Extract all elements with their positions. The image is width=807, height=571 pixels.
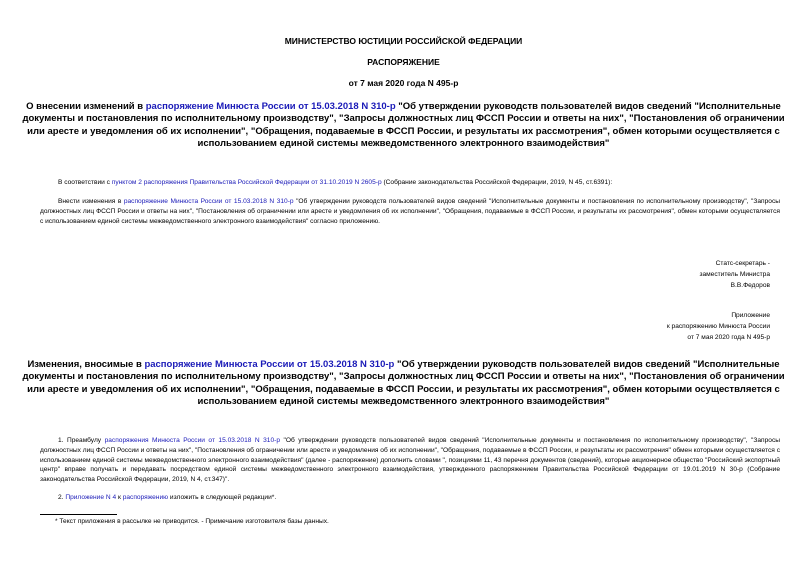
ministry-heading: МИНИСТЕРСТВО ЮСТИЦИИ РОССИЙСКОЙ ФЕДЕРАЦИИ xyxy=(284,36,523,46)
item-1 xyxy=(40,436,780,485)
paragraph-basis xyxy=(40,178,780,188)
item2-link-appendix-4[interactable]: Приложение N 4 xyxy=(65,494,117,501)
title-link-order-310[interactable]: распоряжение Минюста России от 15.03.2018 N 310-р xyxy=(145,101,396,112)
item1-link-order-310[interactable]: распоряжения Минюста России от 15.03.2018 N 310-р xyxy=(104,437,281,444)
item2-middle: к xyxy=(116,494,123,501)
title-suffix: "Об утверждении руководств пользователей видов сведений "Исполнительные документы и постановления по исполнительному производству", "Запросы должностных лиц ФССП России и ответы на них", "Постановления об ограничении или аресте и уведомления об их исполнении", "Обращения, подаваемые в ФССП России, и результаты их рассмотрения", обмен которыми осуществляется с использованием единой системы межведомственного электронного взаимодействия" xyxy=(22,101,785,149)
item2-prefix: 2. xyxy=(58,494,66,501)
para1-suffix: (Собрание законодательства Российской Федерации, 2019, N 45, ст.6391): xyxy=(381,179,613,186)
signature-title: заместитель Министра xyxy=(699,271,770,278)
title2-link-order-310[interactable]: распоряжение Минюста России от 15.03.2018 N 310-р xyxy=(144,359,395,370)
para2-prefix: Внести изменения в xyxy=(58,198,124,205)
appendix-label: Приложение xyxy=(731,312,770,319)
appendix-block xyxy=(667,310,770,343)
item2-suffix: изложить в следующей редакции*. xyxy=(168,494,277,501)
paragraph-amend xyxy=(40,197,780,226)
document-title xyxy=(22,101,785,150)
signature-block xyxy=(699,258,770,291)
doc-date-number: от 7 мая 2020 года N 495-р xyxy=(348,78,459,88)
footnote: * Текст приложения в рассылке не приводится. - Примечание изготовителя базы данных. xyxy=(55,518,329,525)
appendix-ref: к распоряжению Минюста России xyxy=(666,323,770,330)
doc-type-heading: РАСПОРЯЖЕНИЕ xyxy=(367,57,440,67)
title-prefix: О внесении изменений в xyxy=(26,101,146,112)
item1-prefix: 1. Преамбулу xyxy=(58,437,105,444)
item1-suffix: "Об утверждении руководств пользователей видов сведений "Исполнительные документы и постановления по исполнительному производству", "Запросы должностных лиц ФССП России и ответы на них", "Постановления об ограничении или аресте и уведомления об их исполнении", "Обращения, подаваемые в ФССП России, и результаты их рассмотрения" обмен которыми осуществляется с использованием единой системы межведомственного электронного взаимодействия" (далее - распоряжение) дополнить словами ", позициями 11, 43 перечня документов (сведений), которые акционерное общество "Российский экспортный центр" вправе получать и передавать посредством единой системы межведомственного электронного взаимодействия, утвержденного распоряжением Правительства Российской Федерации от 19.01.2019 N 30-р (Собрание законодательства Российской Федерации, 2019, N 4, ст.347)". xyxy=(40,437,780,484)
para2-suffix: "Об утверждении руководств пользователей видов сведений "Исполнительные документы и постановления по исполнительному производству", "Запросы должностных лиц ФССП России и ответы на них", "Постановления об ограничении или аресте и уведомления об их исполнении", "Обращения, подаваемые в ФССП России, и результаты их рассмотрения", обмен которыми осуществляется с использованием единой системы межведомственного электронного взаимодействия" согласно приложению. xyxy=(40,198,780,225)
para1-link-government-order[interactable]: пунктом 2 распоряжения Правительства Российской Федерации от 31.10.2019 N 2605-р xyxy=(111,179,382,186)
signature-name: В.В.Федоров xyxy=(730,282,770,289)
para2-link-order-310[interactable]: распоряжение Минюста России от 15.03.2018 N 310-р xyxy=(123,198,294,205)
appendix-date: от 7 мая 2020 года N 495-р xyxy=(687,334,770,341)
item2-link-order[interactable]: распоряжению xyxy=(122,494,169,501)
para1-prefix: В соответствии с xyxy=(58,179,112,186)
changes-title xyxy=(22,359,785,408)
title2-suffix: "Об утверждении руководств пользователей видов сведений "Исполнительные документы и постановления по исполнительному производству", "Запросы должностных лиц ФССП России и ответы на них", "Постановления об ограничении или аресте и уведомления об их исполнении", "Обращения, подаваемые в ФССП России, и результаты их рассмотрения", обмен которыми осуществляется с использованием единой системы межведомственного электронного взаимодействия" xyxy=(22,359,785,407)
signature-position: Статс-секретарь - xyxy=(715,260,770,267)
item-2 xyxy=(40,493,780,503)
title2-prefix: Изменения, вносимые в xyxy=(27,359,145,370)
footnote-divider xyxy=(40,514,117,515)
